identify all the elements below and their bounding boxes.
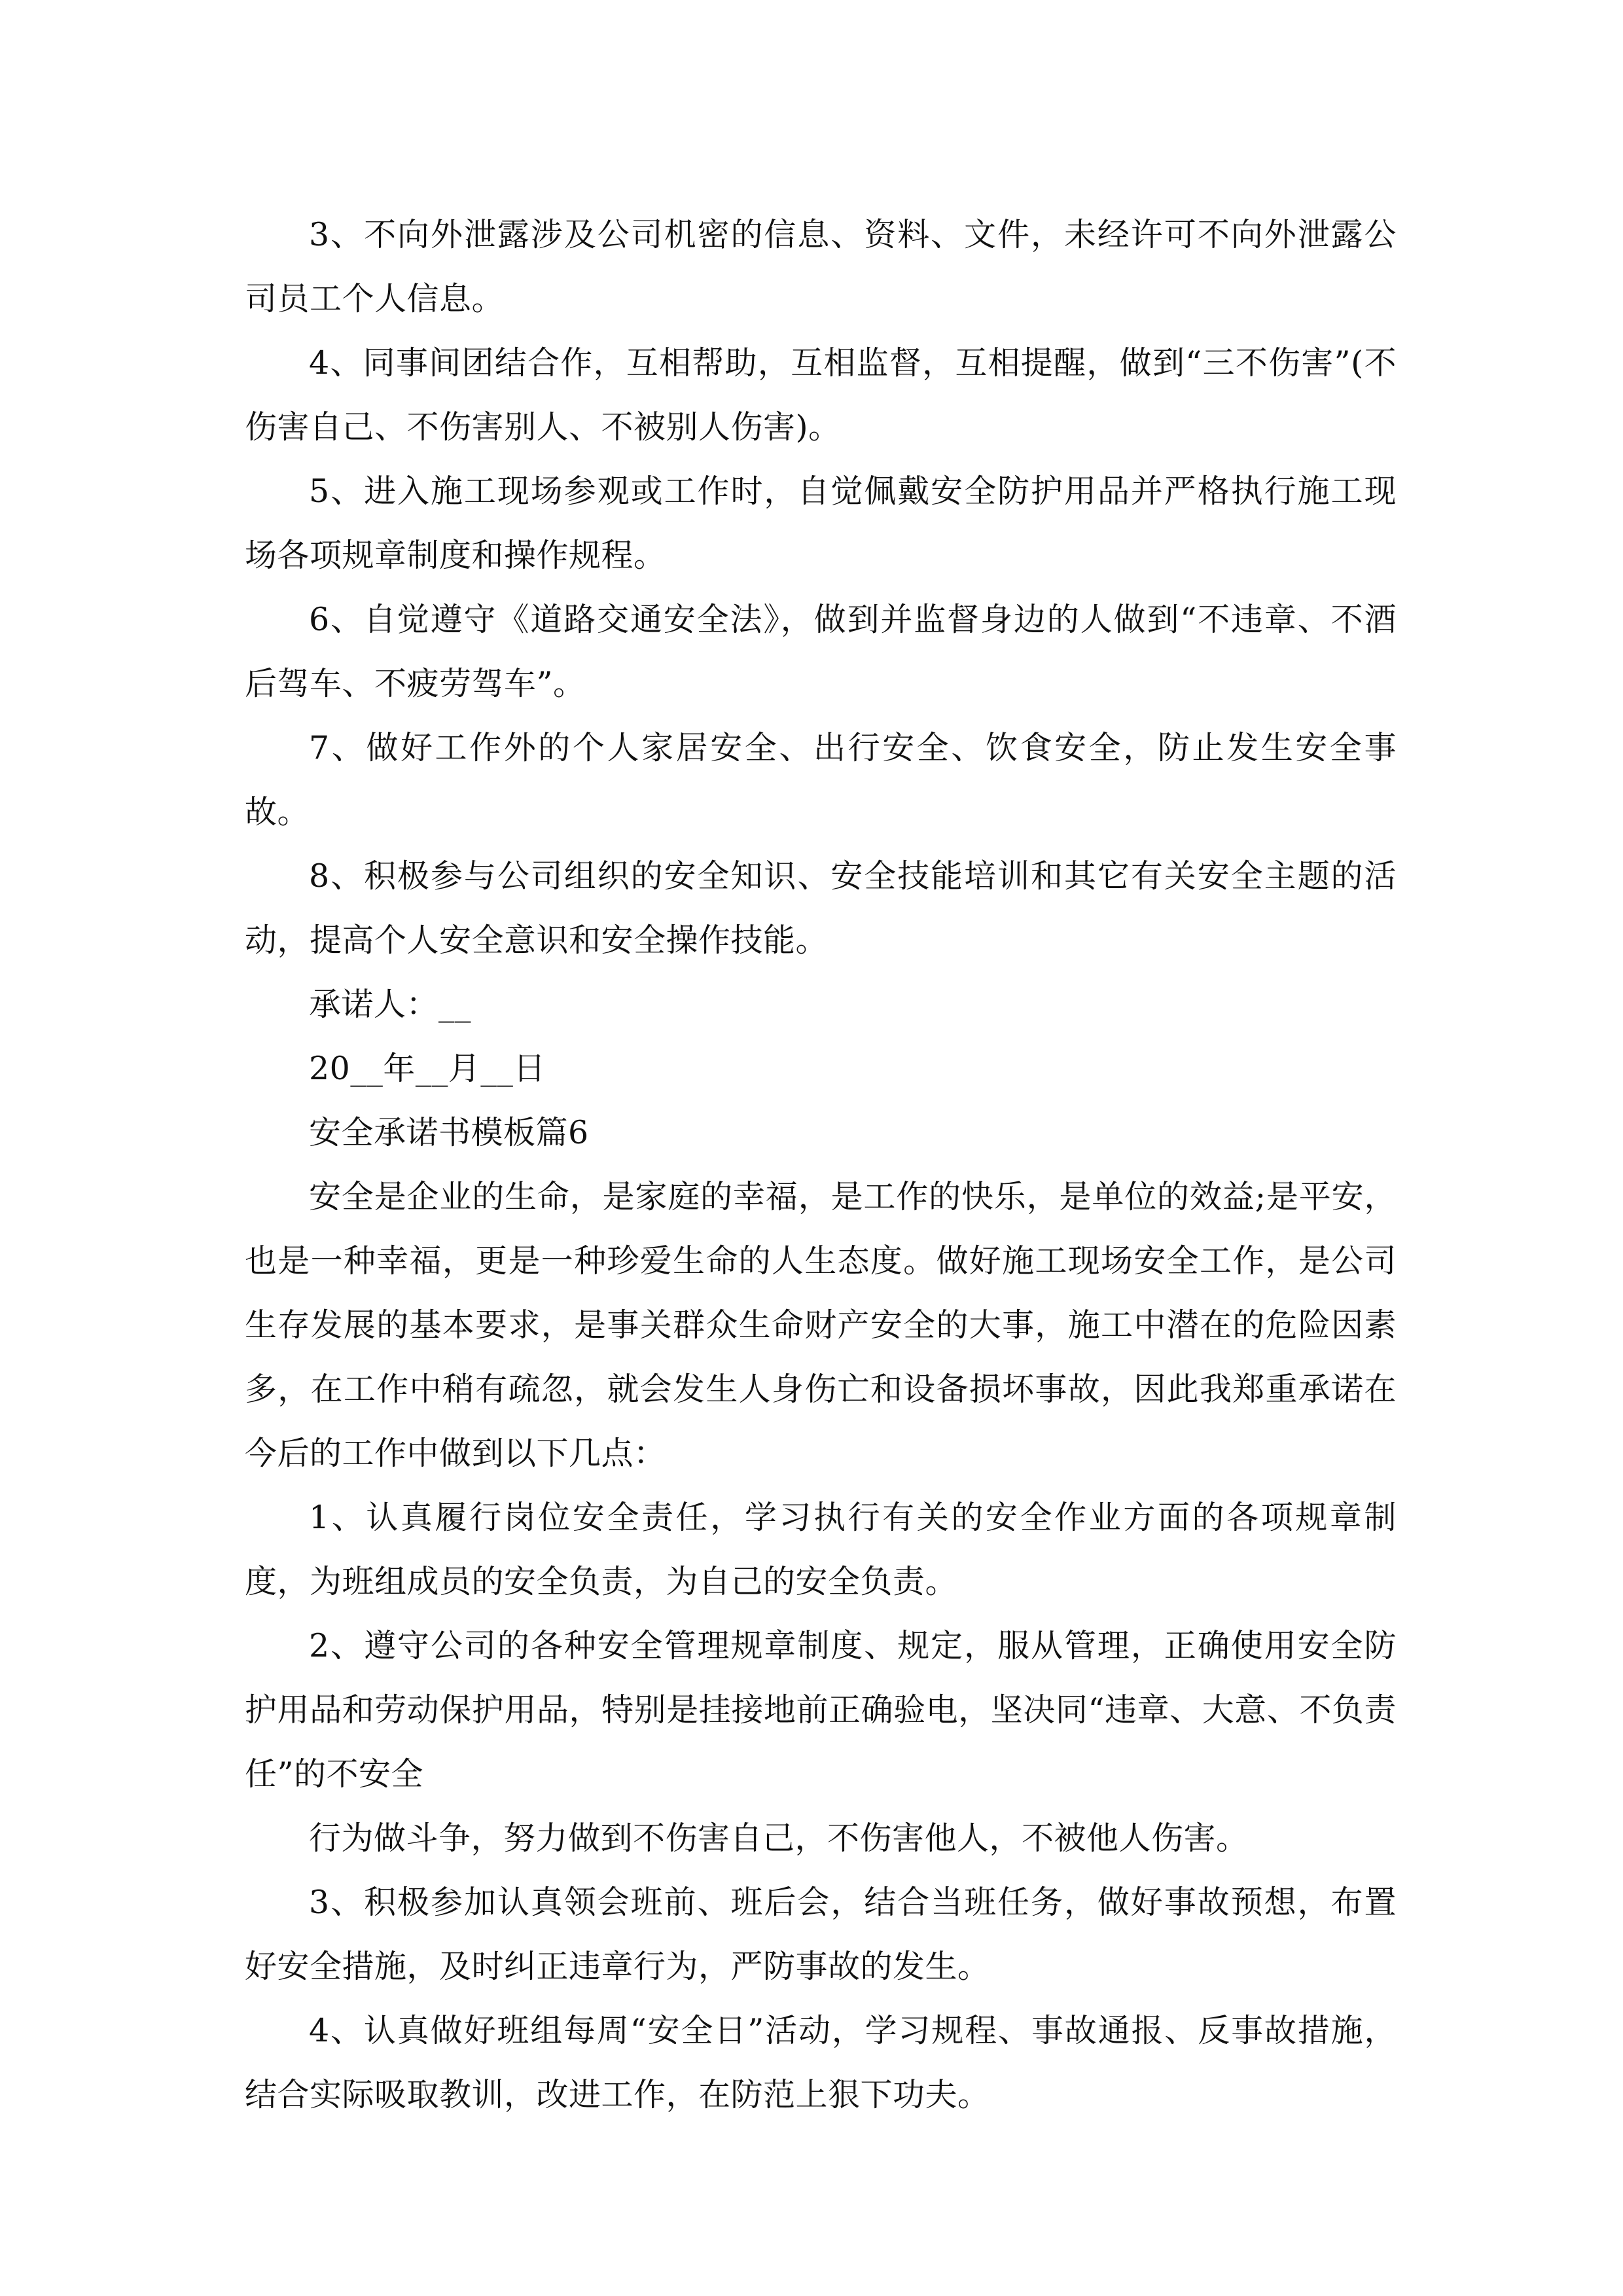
pledge-item-1: 1、认真履行岗位安全责任，学习执行有关的安全作业方面的各项规章制度，为班组成员的安全负责，为自己的安全负责。	[245, 1499, 1397, 1600]
paragraph-item-7: 7、做好工作外的个人家居安全、出行安全、饮食安全，防止发生安全事故。	[245, 729, 1397, 831]
pledge-item-2: 2、遵守公司的各种安全管理规章制度、规定，服从管理，正确使用安全防护用品和劳动保护用品，特别是挂接地前正确验电，坚决同“违章、大意、不负责任”的不安全	[245, 1627, 1397, 1793]
paragraph-item-6: 6、自觉遵守《道路交通安全法》，做到并监督身边的人做到“不违章、不酒后驾车、不疲劳驾车”。	[245, 601, 1397, 702]
paragraph-item-3: 3、不向外泄露涉及公司机密的信息、资料、文件，未经许可不向外泄露公司员工个人信息。	[245, 216, 1397, 317]
pledge-item-3: 3、积极参加认真领会班前、班后会，结合当班任务，做好事故预想，布置好安全措施，及时纠正违章行为，严防事故的发生。	[245, 1884, 1397, 1985]
paragraph-item-4: 4、同事间团结合作，互相帮助，互相监督，互相提醒，做到“三不伤害”(不伤害自己、不伤害别人、不被别人伤害)。	[245, 344, 1397, 446]
pledge-item-2-continued: 行为做斗争，努力做到不伤害自己，不伤害他人，不被他人伤害。	[309, 1820, 1249, 1857]
pledge-item-4: 4、认真做好班组每周“安全日”活动，学习规程、事故通报、反事故措施，结合实际吸取教训，改进工作，在防范上狠下功夫。	[245, 2012, 1397, 2113]
paragraph-item-8: 8、积极参与公司组织的安全知识、安全技能培训和其它有关安全主题的活动，提高个人安全意识和安全操作技能。	[245, 857, 1397, 959]
signer-line: 承诺人：__	[309, 986, 472, 1023]
paragraph-item-5: 5、进入施工现场参观或工作时，自觉佩戴安全防护用品并严格执行施工现场各项规章制度和操作规程。	[245, 473, 1397, 574]
intro-paragraph: 安全是企业的生命，是家庭的幸福，是工作的快乐，是单位的效益;是平安，也是一种幸福，更是一种珍爱生命的人生态度。做好施工现场安全工作，是公司生存发展的基本要求，是事关群众生命财产安全的大事，施工中潜在的危险因素多，在工作中稍有疏忽，就会发生人身伤亡和设备损坏事故，因此我郑重承诺在今后的工作中做到以下几点：	[245, 1178, 1397, 1472]
section-title: 安全承诺书模板篇6	[309, 1114, 589, 1151]
document-body	[245, 203, 1397, 2127]
date-line: 20__年__月__日	[309, 1050, 546, 1087]
